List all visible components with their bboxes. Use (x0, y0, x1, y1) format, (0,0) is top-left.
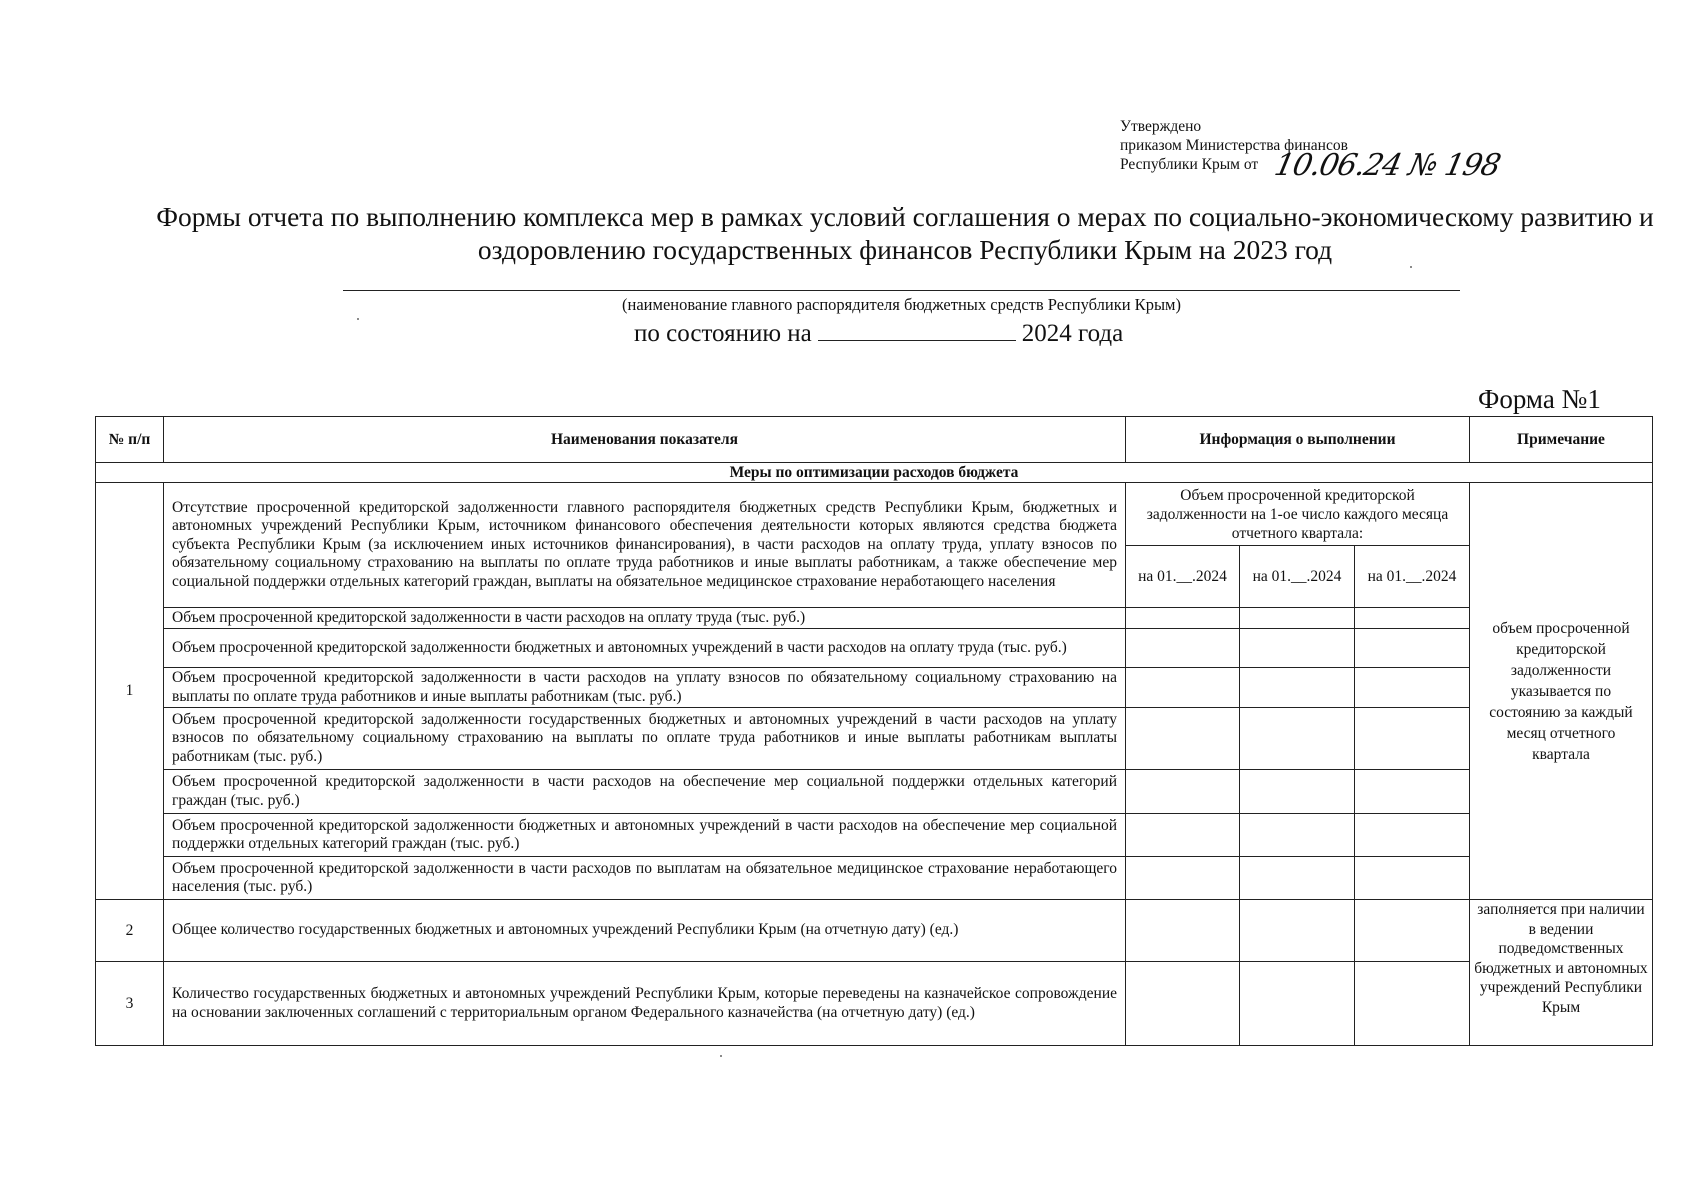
document-title (110, 200, 1693, 266)
row-2-text: Общее количество государственных бюджетных и автономных учреждений Республики Крым (на отчетную дату) (ед.) (164, 900, 1126, 962)
row-1-note: объем просроченной кредиторской задолженности указывается по состоянию за каждый месяц отчетного квартала (1470, 483, 1653, 900)
title-line-1: Формы отчета по выполнению комплекса мер в рамках условий соглашения о мерах по социально-экономическому развитию и (156, 201, 1654, 232)
section-row (96, 463, 1653, 483)
value-cell[interactable] (1355, 668, 1470, 708)
value-cell[interactable] (1355, 814, 1470, 857)
value-cell[interactable] (1240, 814, 1355, 857)
table-row (96, 770, 1653, 814)
value-cell[interactable] (1355, 629, 1470, 668)
value-cell[interactable] (1126, 900, 1240, 962)
table-row (96, 900, 1653, 962)
scan-speck (720, 1055, 722, 1057)
value-cell[interactable] (1240, 962, 1355, 1046)
value-cell[interactable] (1355, 608, 1470, 629)
value-cell[interactable] (1126, 668, 1240, 708)
row-2-num: 2 (96, 900, 164, 962)
sub-item-4: Объем просроченной кредиторской задолженности государственных бюджетных и автономных учреждений в части расходов на уплату взносов по обязательному социальному страхованию на выплаты по оплате труда работников и иные выплаты работникам выплаты работникам (тыс. руб.) (164, 708, 1126, 770)
value-cell[interactable] (1355, 962, 1470, 1046)
value-cell[interactable] (1126, 962, 1240, 1046)
table-row (96, 857, 1653, 900)
title-line-2: оздоровлению государственных финансов Республики Крым на 2023 год (477, 234, 1333, 265)
date-col-3: на 01.__.2024 (1355, 546, 1470, 608)
approval-line-2: приказом Министерства финансов (1120, 137, 1348, 154)
value-cell[interactable] (1126, 708, 1240, 770)
row-3-text: Количество государственных бюджетных и автономных учреждений Республики Крым, которые переведены на казначейское сопровождение на основании заключенных соглашений с территориальным органом Федерального казначейства (на отчетную дату) (ед.) (164, 962, 1126, 1046)
table-row (96, 814, 1653, 857)
table-row (96, 608, 1653, 629)
value-cell[interactable] (1240, 770, 1355, 814)
scan-speck (357, 318, 359, 320)
header-num: № п/п (96, 417, 164, 463)
row-1-num: 1 (96, 483, 164, 900)
approval-line-1: Утверждено (1120, 118, 1202, 135)
org-name-caption: (наименование главного распорядителя бюджетных средств Республики Крым) (622, 295, 1181, 314)
row-1-main-text: Отсутствие просроченной кредиторской задолженности главного распорядителя бюджетных средств Республики Крым, бюджетных и автономных учреждений Республики Крым, источником финансового обеспечения деятельности которых являются средства бюджета субъекта Республики Крым (за исключением иных источников финансирования), в части расходов на оплату труда, уплату взносов по обязательному социальному страхованию на выплаты по оплате труда работников и иные выплаты работникам, а также обеспечение мер социальной поддержки отдельных категорий граждан, выплаты на обязательное медицинское страхование неработающего населения (164, 483, 1126, 608)
org-name-blank-line (343, 290, 1460, 291)
table-row (96, 629, 1653, 668)
table-row (96, 483, 1653, 546)
header-note: Примечание (1470, 417, 1653, 463)
sub-item-1: Объем просроченной кредиторской задолженности в части расходов на оплату труда (тыс. руб.) (164, 608, 1126, 629)
table-header-row (96, 417, 1653, 463)
header-info: Информация о выполнении (1126, 417, 1470, 463)
value-cell[interactable] (1240, 668, 1355, 708)
value-cell[interactable] (1126, 770, 1240, 814)
as-of-date (634, 318, 1123, 348)
date-col-1: на 01.__.2024 (1126, 546, 1240, 608)
value-cell[interactable] (1126, 629, 1240, 668)
rows-2-3-note: заполняется при наличии в ведении подведомственных бюджетных и автономных учреждений Республики Крым (1470, 900, 1653, 1046)
handwritten-date-number: 10.06.24 № 198 (1271, 148, 1504, 183)
as-of-suffix: 2024 года (1021, 320, 1124, 347)
report-table (95, 416, 1653, 1046)
header-name: Наименования показателя (164, 417, 1126, 463)
value-cell[interactable] (1355, 857, 1470, 900)
value-cell[interactable] (1355, 770, 1470, 814)
row-1-info-header: Объем просроченной кредиторской задолженности на 1-ое число каждого месяца отчетного квартала: (1126, 483, 1470, 546)
value-cell[interactable] (1240, 629, 1355, 668)
section-title: Меры по оптимизации расходов бюджета (96, 463, 1653, 483)
table-row (96, 668, 1653, 708)
value-cell[interactable] (1126, 814, 1240, 857)
approval-line-3: Республики Крым от (1120, 156, 1259, 173)
sub-item-6: Объем просроченной кредиторской задолженности бюджетных и автономных учреждений в части расходов на обеспечение мер социальной поддержки отдельных категорий граждан (тыс. руб.) (164, 814, 1126, 857)
form-number: Форма №1 (1478, 384, 1601, 414)
date-blank (818, 318, 1016, 341)
table-row (96, 962, 1653, 1046)
value-cell[interactable] (1240, 857, 1355, 900)
value-cell[interactable] (1126, 857, 1240, 900)
date-col-2: на 01.__.2024 (1240, 546, 1355, 608)
table-row (96, 708, 1653, 770)
as-of-prefix: по состоянию на (634, 320, 812, 347)
value-cell[interactable] (1240, 608, 1355, 629)
row-3-num: 3 (96, 962, 164, 1046)
value-cell[interactable] (1240, 900, 1355, 962)
value-cell[interactable] (1240, 708, 1355, 770)
sub-item-2: Объем просроченной кредиторской задолженности бюджетных и автономных учреждений в части расходов на оплату труда (тыс. руб.) (164, 629, 1126, 668)
value-cell[interactable] (1126, 608, 1240, 629)
sub-item-7: Объем просроченной кредиторской задолженности в части расходов по выплатам на обязательное медицинское страхование неработающего населения (тыс. руб.) (164, 857, 1126, 900)
value-cell[interactable] (1355, 708, 1470, 770)
sub-item-5: Объем просроченной кредиторской задолженности в части расходов на обеспечение мер социальной поддержки отдельных категорий граждан (тыс. руб.) (164, 770, 1126, 814)
value-cell[interactable] (1355, 900, 1470, 962)
scan-speck (1410, 266, 1412, 268)
sub-item-3: Объем просроченной кредиторской задолженности в части расходов на уплату взносов по обязательному социальному страхованию на выплаты по оплате труда работников и иные выплаты работникам (тыс. руб.) (164, 668, 1126, 708)
